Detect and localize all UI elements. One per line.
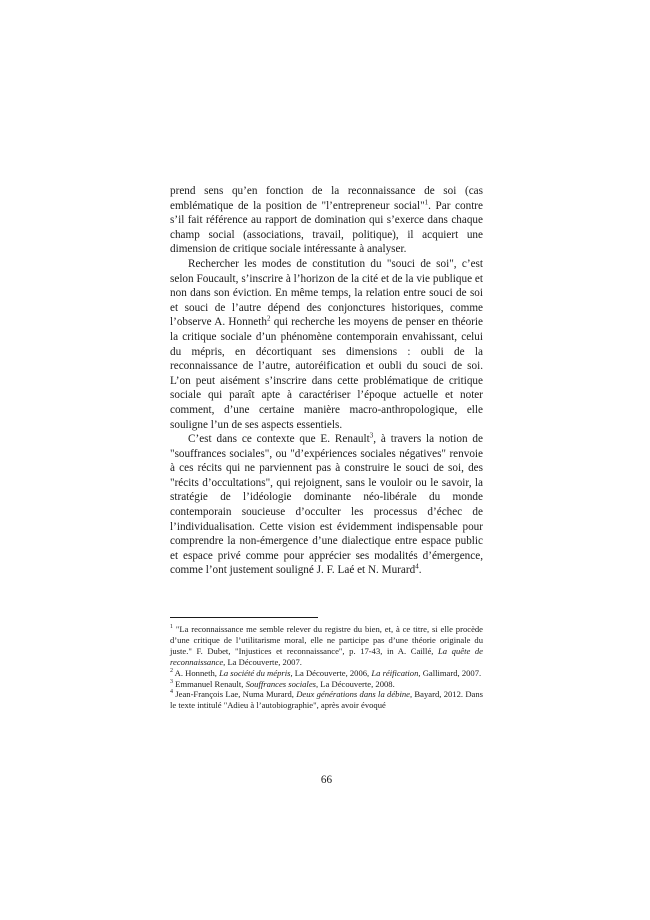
paragraph-1 [170,184,483,257]
footnote-1-number: 1 [170,624,173,631]
footnote-1 [170,624,483,668]
footnote-ref-2: 2 [266,314,271,323]
footnote-4 [170,689,483,711]
paragraph-3-text-a: C’est dans ce contexte que E. Renault [188,433,370,446]
footnote-3-text-b: , La Découverte, 2008. [315,678,395,689]
paragraph-3 [170,432,483,578]
footnote-4-number: 4 [170,689,173,696]
page-number: 66 [320,774,333,786]
main-text [170,184,483,578]
footnote-4-title: Deux générations dans la débine [296,689,410,700]
footnote-1-title: La quête de reconnaissance [170,645,483,667]
paragraph-3-text-c: . [418,564,422,577]
footnote-separator [170,617,318,618]
footnote-2 [170,668,483,679]
footnote-2-title-2: La réification [371,667,419,678]
footnote-3 [170,679,483,690]
footnote-3-title: Souffrances sociales [245,678,316,689]
paragraph-1-tail: . Par contre s’il fait référence au rapport de domination qui s’exerce dans chaque champ social (associations, travail, politique), il acquiert une dimension de critique sociale intéressante à analyser. [170,199,483,256]
footnote-ref-4: 4 [415,562,419,571]
footnote-2-text-b: , La Découverte, 2006, [290,667,372,678]
footnote-2-text-a: A. Honneth, [173,667,220,678]
footnote-2-text-c: , Gallimard, 2007. [418,667,482,678]
paragraph-2-text-a: Rechercher les modes de constitution du "souci de soi", c’est selon Foucault, s’inscrire à l’horizon de la cité et de la vie publique et non dans son éviction. En même temps, la relation entre souci de soi et souci de l’autre dépend des conjonctures historiques, comme l’observe A. Honneth [170,257,483,329]
footnote-2-number: 2 [170,667,173,674]
paragraph-2-text-b: qui recherche les moyens de penser en théorie la critique sociale d’un phénomène contemporain envahissant, celui du mépris, en décortiquant ses dimensions : oubli de la reconnaissance de l’autre, autoréification et oubli du souci de soi. L’on peut aisément s’inscrire dans cette problématique de critique sociale qui paraît apte à caractériser l’époque actuelle et noter comment, d’une certaine manière macro-anthropologique, elle souligne l’un de ses aspects essentiels. [170,316,483,431]
footnote-ref-1: 1 [424,197,429,206]
footnote-4-text-b: , Bayard, 2012. Dans le texte intitulé "Adieu à l’autobiographie", après avoir évoqué [170,689,483,711]
footnote-3-text-a: Emmanuel Renault, [173,678,246,689]
footnote-1-text-b: , La Découverte, 2007. [223,656,302,667]
footnote-1-text-a: "La reconnaissance me semble relever du registre du bien, et, à ce titre, si elle procède d’une critique de l’utilitarisme moral, elle ne participe pas d’une théorie originale du juste." F. Dubet, "Injustices et reconnaissance", p. 17-43, in A. Caillé, [170,624,483,656]
footnote-4-text-a: Jean-François Lae, Numa Murard, [173,689,297,700]
paragraph-3-text-b: , à travers la notion de "souffrances sociales", ou "d’expériences sociales négatives" renvoie à ces récits qui ne parviennent pas à construire le souci de soi, des "récits d’occultations", qui rejoignent, sans le vouloir ou le savoir, la stratégie de l’idéologie dominante néo-libérale du monde contemporain soucieuse d’occulter les processus d’échec de l’individualisation. Cette vision est évidemment indispensable pour comprendre la non-émergence d’une dialectique entre espace public et espace privé comme pour apprécier ses modalités d’émergence, comme l’ont justement souligné J. F. Laé et N. Murard [170,433,483,577]
footnotes [170,624,483,711]
footnote-ref-3: 3 [369,431,374,440]
paragraph-2 [170,257,483,432]
footnote-2-title: La société du mépris [219,667,291,678]
paragraph-1-text: prend sens qu’en fonction de la reconnaissance de soi (cas emblématique de la position de "l’entrepreneur social" [170,185,483,212]
footnote-3-number: 3 [170,678,173,685]
